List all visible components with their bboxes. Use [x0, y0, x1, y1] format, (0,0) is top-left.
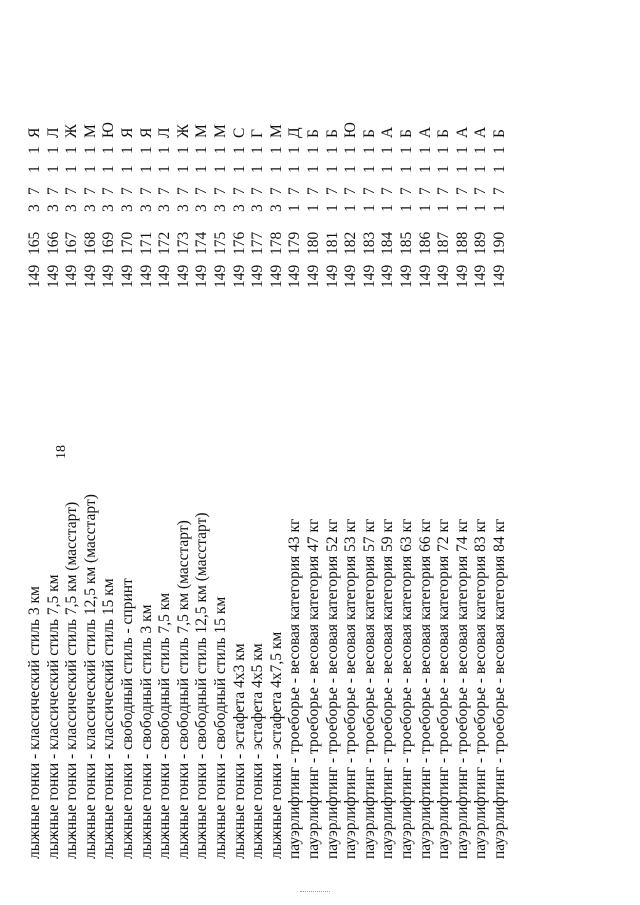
code-group: 149 [156, 264, 174, 288]
code-a: 1 [416, 204, 434, 212]
discipline-name: пауэрлифтинг - троеборье - весовая категория 52 кг [323, 518, 341, 859]
code-d: 1 [156, 146, 174, 154]
discipline-name: пауэрлифтинг - троеборье - весовая категория 72 кг [435, 518, 453, 859]
code-b: 7 [212, 187, 229, 195]
code-number: 174 [193, 231, 211, 255]
code-letter: А [416, 126, 434, 138]
discipline-name: лыжные гонки - свободный стиль - спринт [119, 578, 136, 859]
code-a: 3 [100, 204, 118, 212]
code-number: 170 [119, 231, 136, 255]
discipline-name: лыжные гонки - классический стиль 7,5 км (масстарт) [63, 501, 81, 859]
code-group: 149 [193, 264, 211, 288]
page-number: 18 [54, 445, 69, 459]
discipline-name: пауэрлифтинг - троеборье - весовая категория 84 кг [491, 518, 508, 859]
code-group: 149 [398, 264, 415, 288]
code-group: 149 [174, 264, 192, 288]
code-a: 3 [230, 204, 248, 212]
code-b: 7 [416, 187, 434, 195]
code-letter: Л [156, 127, 174, 138]
code-a: 3 [26, 204, 43, 212]
code-a: 1 [360, 204, 378, 212]
code-c: 1 [100, 165, 118, 173]
code-c: 1 [305, 165, 322, 173]
code-c: 1 [26, 165, 43, 173]
code-group: 149 [44, 264, 62, 288]
discipline-name: лыжные гонки - свободный стиль 12,5 км (масстарт) [193, 512, 211, 859]
code-b: 7 [267, 187, 285, 195]
code-letter: Л [44, 127, 62, 138]
discipline-name: пауэрлифтинг - троеборье - весовая категория 47 кг [305, 518, 322, 859]
code-letter: Б [398, 129, 415, 138]
code-a: 3 [193, 204, 211, 212]
code-c: 1 [416, 165, 434, 173]
code-number: 189 [472, 231, 490, 255]
code-a: 1 [342, 204, 360, 212]
code-d: 1 [286, 146, 304, 154]
code-c: 1 [286, 165, 304, 173]
code-number: 179 [286, 231, 304, 255]
code-c: 1 [435, 165, 453, 173]
code-d: 1 [230, 146, 248, 154]
code-letter: А [453, 126, 471, 138]
code-a: 3 [267, 204, 285, 212]
code-d: 1 [212, 146, 229, 154]
code-number: 185 [398, 231, 415, 255]
code-group: 149 [342, 264, 360, 288]
code-a: 3 [174, 204, 192, 212]
code-c: 1 [267, 165, 285, 173]
discipline-name: пауэрлифтинг - троеборье - весовая категория 63 кг [398, 518, 415, 859]
code-d: 1 [398, 146, 415, 154]
code-b: 7 [156, 187, 174, 195]
code-number: 175 [212, 231, 229, 255]
code-c: 1 [453, 165, 471, 173]
discipline-name: лыжные гонки - свободный стиль 15 км [212, 596, 229, 859]
code-group: 149 [435, 264, 453, 288]
code-b: 7 [81, 187, 99, 195]
code-b: 7 [453, 187, 471, 195]
code-d: 1 [267, 146, 285, 154]
discipline-name: лыжные гонки - эстафета 4х5 км [249, 643, 267, 859]
code-group: 149 [212, 264, 229, 288]
discipline-name: лыжные гонки - классический стиль 15 км [100, 578, 118, 859]
code-a: 1 [398, 204, 415, 212]
code-group: 149 [249, 264, 267, 288]
code-letter: Я [137, 127, 155, 138]
code-group: 149 [379, 264, 397, 288]
code-d: 1 [100, 146, 118, 154]
discipline-name: пауэрлифтинг - троеборье - весовая категория 53 кг [342, 518, 360, 859]
code-letter: Ж [63, 124, 81, 138]
code-b: 7 [491, 187, 508, 195]
code-letter: Г [249, 129, 267, 138]
code-d: 1 [63, 146, 81, 154]
code-d: 1 [174, 146, 192, 154]
code-d: 1 [472, 146, 490, 154]
code-a: 1 [472, 204, 490, 212]
code-group: 149 [453, 264, 471, 288]
code-d: 1 [81, 146, 99, 154]
code-c: 1 [491, 165, 508, 173]
code-c: 1 [81, 165, 99, 173]
code-group: 149 [26, 264, 43, 288]
code-c: 1 [323, 165, 341, 173]
code-number: 172 [156, 231, 174, 255]
code-c: 1 [230, 165, 248, 173]
code-b: 7 [44, 187, 62, 195]
code-d: 1 [453, 146, 471, 154]
code-group: 149 [472, 264, 490, 288]
code-d: 1 [491, 146, 508, 154]
code-letter: Ю [100, 122, 118, 138]
code-a: 3 [137, 204, 155, 212]
discipline-name: пауэрлифтинг - троеборье - весовая категория 74 кг [453, 518, 471, 859]
discipline-name: пауэрлифтинг - троеборье - весовая категория 57 кг [360, 518, 378, 859]
code-group: 149 [286, 264, 304, 288]
code-c: 1 [249, 165, 267, 173]
code-b: 7 [360, 187, 378, 195]
code-b: 7 [472, 187, 490, 195]
code-d: 1 [323, 146, 341, 154]
code-b: 7 [174, 187, 192, 195]
code-a: 1 [491, 204, 508, 212]
code-d: 1 [193, 146, 211, 154]
discipline-name: пауэрлифтинг - троеборье - весовая категория 59 кг [379, 518, 397, 859]
code-group: 149 [63, 264, 81, 288]
code-a: 1 [305, 204, 322, 212]
code-c: 1 [63, 165, 81, 173]
code-letter: Д [286, 127, 304, 138]
code-a: 1 [379, 204, 397, 212]
discipline-name: пауэрлифтинг - троеборье - весовая категория 66 кг [416, 518, 434, 859]
code-number: 177 [249, 231, 267, 255]
discipline-name: пауэрлифтинг - троеборье - весовая категория 83 кг [472, 518, 490, 859]
code-c: 1 [398, 165, 415, 173]
discipline-name: лыжные гонки - свободный стиль 3 км [137, 604, 155, 859]
code-d: 1 [379, 146, 397, 154]
code-letter: С [230, 127, 248, 138]
code-a: 1 [453, 204, 471, 212]
code-c: 1 [119, 165, 136, 173]
code-number: 188 [453, 231, 471, 255]
code-d: 1 [342, 146, 360, 154]
code-letter: М [212, 124, 229, 138]
code-group: 149 [416, 264, 434, 288]
code-c: 1 [342, 165, 360, 173]
code-b: 7 [63, 187, 81, 195]
code-group: 149 [119, 264, 136, 288]
code-number: 184 [379, 231, 397, 255]
code-d: 1 [44, 146, 62, 154]
code-letter: Б [491, 129, 508, 138]
discipline-name: пауэрлифтинг - троеборье - весовая категория 43 кг [286, 518, 304, 859]
code-number: 166 [44, 231, 62, 255]
code-letter: Я [26, 127, 43, 138]
code-c: 1 [212, 165, 229, 173]
scan-mark [300, 891, 330, 892]
code-letter: Б [323, 129, 341, 138]
code-a: 3 [63, 204, 81, 212]
code-letter: Ж [174, 124, 192, 138]
code-b: 7 [230, 187, 248, 195]
code-letter: А [379, 126, 397, 138]
code-letter: Б [360, 129, 378, 138]
code-b: 7 [379, 187, 397, 195]
code-c: 1 [472, 165, 490, 173]
code-number: 190 [491, 231, 508, 255]
discipline-name: лыжные гонки - классический стиль 12,5 км (масстарт) [81, 494, 99, 859]
code-b: 7 [100, 187, 118, 195]
code-c: 1 [137, 165, 155, 173]
code-c: 1 [193, 165, 211, 173]
code-b: 7 [305, 187, 322, 195]
code-b: 7 [398, 187, 415, 195]
code-number: 182 [342, 231, 360, 255]
code-c: 1 [156, 165, 174, 173]
discipline-name: лыжные гонки - эстафета 4х3 км [230, 643, 248, 859]
code-d: 1 [26, 146, 43, 154]
code-letter: М [81, 124, 99, 138]
code-number: 167 [63, 231, 81, 255]
code-a: 3 [249, 204, 267, 212]
code-number: 186 [416, 231, 434, 255]
code-b: 7 [137, 187, 155, 195]
code-group: 149 [323, 264, 341, 288]
code-group: 149 [137, 264, 155, 288]
code-b: 7 [286, 187, 304, 195]
code-letter: Я [119, 127, 136, 138]
code-d: 1 [137, 146, 155, 154]
code-c: 1 [379, 165, 397, 173]
discipline-name: лыжные гонки - свободный стиль 7,5 км (масстарт) [174, 520, 192, 859]
code-d: 1 [435, 146, 453, 154]
code-b: 7 [323, 187, 341, 195]
code-group: 149 [81, 264, 99, 288]
code-c: 1 [360, 165, 378, 173]
code-a: 1 [286, 204, 304, 212]
code-number: 183 [360, 231, 378, 255]
code-letter: Б [305, 129, 322, 138]
code-number: 173 [174, 231, 192, 255]
code-number: 180 [305, 231, 322, 255]
code-number: 187 [435, 231, 453, 255]
code-group: 149 [360, 264, 378, 288]
code-number: 169 [100, 231, 118, 255]
code-b: 7 [249, 187, 267, 195]
code-a: 1 [323, 204, 341, 212]
code-number: 165 [26, 231, 43, 255]
code-a: 3 [119, 204, 136, 212]
code-b: 7 [193, 187, 211, 195]
discipline-name: лыжные гонки - эстафета 4х7,5 км [267, 631, 285, 859]
code-d: 1 [119, 146, 136, 154]
code-d: 1 [416, 146, 434, 154]
code-d: 1 [249, 146, 267, 154]
code-group: 149 [305, 264, 322, 288]
code-letter: Б [435, 129, 453, 138]
code-group: 149 [230, 264, 248, 288]
code-a: 3 [212, 204, 229, 212]
code-number: 181 [323, 231, 341, 255]
code-number: 171 [137, 231, 155, 255]
code-b: 7 [119, 187, 136, 195]
code-b: 7 [342, 187, 360, 195]
code-letter: М [193, 124, 211, 138]
code-letter: Ю [342, 122, 360, 138]
code-a: 3 [44, 204, 62, 212]
discipline-name: лыжные гонки - классический стиль 7,5 км [44, 574, 62, 859]
code-a: 1 [435, 204, 453, 212]
code-number: 168 [81, 231, 99, 255]
code-a: 3 [81, 204, 99, 212]
code-b: 7 [435, 187, 453, 195]
code-number: 178 [267, 231, 285, 255]
code-d: 1 [360, 146, 378, 154]
code-letter: М [267, 124, 285, 138]
code-group: 149 [267, 264, 285, 288]
discipline-name: лыжные гонки - классический стиль 3 км [26, 586, 43, 859]
code-group: 149 [100, 264, 118, 288]
code-group: 149 [491, 264, 508, 288]
discipline-name: лыжные гонки - свободный стиль 7,5 км [156, 592, 174, 859]
code-b: 7 [26, 187, 43, 195]
code-c: 1 [44, 165, 62, 173]
code-d: 1 [305, 146, 322, 154]
code-letter: А [472, 126, 490, 138]
code-c: 1 [174, 165, 192, 173]
code-number: 176 [230, 231, 248, 255]
code-a: 3 [156, 204, 174, 212]
